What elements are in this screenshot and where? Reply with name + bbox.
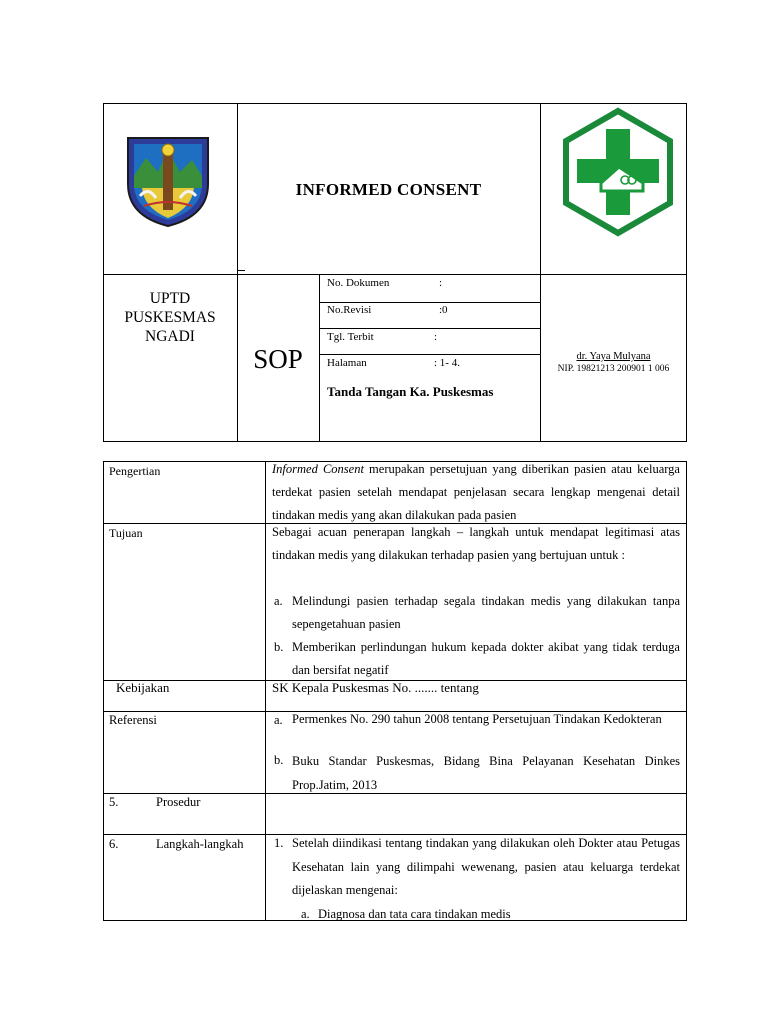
section-label-tujuan: Tujuan [109, 526, 143, 540]
puskesmas-logo [557, 107, 679, 237]
list-item: Buku Standar Puskesmas, Bidang Bina Pelayanan Kesehatan Dinkes Prop.Jatim, 2013 [292, 754, 680, 792]
section-text-pengertian: Informed Consent merupakan persetujuan yang diberikan pasien atau keluarga terdekat pasien setelah mendapat penjelasan secara lengkap mengenai detail tindakan medis yang akan dilakukan pada pasien [272, 462, 680, 522]
section-label-referensi: Referensi [109, 713, 157, 727]
section-number: 5. [109, 795, 119, 809]
list-marker: a. [274, 594, 283, 608]
doc-field-label: Tgl. Terbit [327, 331, 374, 343]
page-title: INFORMED CONSENT [295, 180, 482, 199]
sop-label: SOP [253, 344, 303, 374]
section-label-langkah: Langkah-langkah [156, 837, 244, 851]
regency-emblem-logo [126, 136, 210, 228]
list-item: Permenkes No. 290 tahun 2008 tentang Persetujuan Tindakan Kedokteran [292, 712, 662, 726]
list-marker: b. [274, 640, 284, 654]
section-label-kebijakan: Kebijakan [116, 680, 170, 695]
signature-label: Tanda Tangan Ka. Puskesmas [327, 384, 494, 399]
doc-field-value: : [434, 331, 438, 343]
list-marker: a. [274, 713, 283, 727]
sub-step-text: Diagnosa dan tata cara tindakan medis [318, 907, 511, 921]
organization-name: UPTD PUSKESMAS NGADI [124, 290, 216, 345]
doc-field-value: : 1- 4. [434, 357, 460, 369]
list-item: Memberikan perlindungan hukum kepada dokter akibat yang tidak terduga dan bersifat negatif [292, 640, 680, 677]
doc-field-label: No. Dokumen [327, 277, 390, 289]
section-text-kebijakan: SK Kepala Puskesmas No. ....... tentang [272, 680, 479, 695]
step-marker: 1. [274, 836, 284, 850]
list-marker: b. [274, 753, 284, 767]
section-number: 6. [109, 837, 119, 851]
step-text: Setelah diindikasi tentang tindakan yang dilakukan oleh Dokter atau Petugas Kesehatan lain yang dilimpahi wewenang, pasien atau keluarga terdekat dijelaskan mengenai: [292, 836, 680, 897]
doc-field-label: No.Revisi [327, 304, 372, 316]
signer-name: dr. Yaya Mulyana [576, 351, 651, 362]
doc-field-value: :0 [439, 304, 448, 316]
doc-field-value: : [439, 277, 443, 289]
signer-nip: NIP. 19821213 200901 1 006 [557, 364, 670, 374]
sub-step-marker: a. [301, 907, 310, 921]
section-label-pengertian: Pengertian [109, 464, 161, 478]
section-label-prosedur: Prosedur [156, 795, 201, 809]
list-item: Melindungi pasien terhadap segala tindakan medis yang dilakukan tanpa sepengetahuan pasien [292, 594, 680, 631]
section-text-tujuan: Sebagai acuan penerapan langkah – langkah untuk mendapat legitimasi atas tindakan medis yang dilakukan terhadap pasien yang bertujuan untuk : [272, 525, 680, 562]
doc-field-label: Halaman [327, 357, 367, 369]
